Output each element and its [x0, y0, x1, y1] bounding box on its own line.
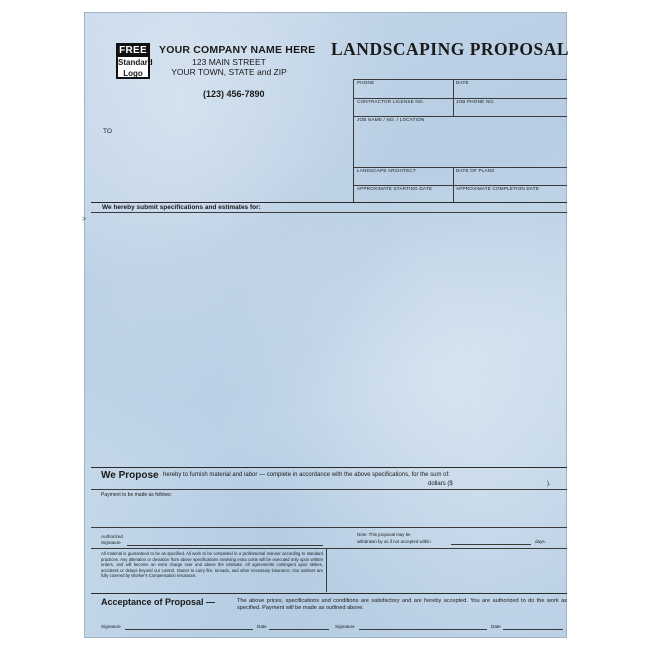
- field-column-divider: [353, 79, 354, 202]
- withdrawal-note: [357, 532, 431, 545]
- signature-label: Signature: [101, 540, 121, 545]
- second-signature-label: Signature: [335, 624, 355, 629]
- customer-signature-line[interactable]: [125, 629, 253, 630]
- section-divider: [91, 593, 567, 594]
- proposal-form: [82, 12, 570, 638]
- customer-signature-label: Signature: [101, 624, 121, 629]
- to-label: TO: [103, 128, 112, 135]
- acceptance-heading: Acceptance of Proposal —: [101, 597, 216, 607]
- specifications-area[interactable]: [91, 213, 561, 463]
- terms-fine-print: All material is guaranteed to be as specified. All work to be completed in a professional manner according to standard practices. Any alteration or deviation from above specifications involving extra costs will be executed only upon written orders, and will become an extra charge over and above the estimate. All agreements contingent upon strikes, accidents or delays beyond our control. Owner to carry fire, tornado, and other necessary insurance. Our workers are fully covered by Worker's Compensation Insurance.: [101, 551, 323, 579]
- acceptance-text: The above prices, specifications and conditions are satisfactory and are hereby accepted. You are authorized to do the work as specified. Payment will be made as outlined above.: [237, 598, 567, 612]
- specifications-heading: We hereby submit specifications and estimates for:: [102, 204, 261, 211]
- contractor-license-field[interactable]: CONTRACTOR LICENSE NO.: [357, 99, 425, 104]
- column-divider: [326, 548, 327, 592]
- section-divider: [91, 202, 567, 203]
- logo-line-1: Standard: [118, 58, 153, 67]
- days-label: days.: [535, 539, 546, 544]
- field-column-divider: [453, 79, 454, 116]
- dollars-label: dollars ($: [428, 481, 453, 487]
- job-phone-field[interactable]: JOB PHONE NO.: [456, 99, 495, 104]
- company-street: 123 MAIN STREET: [192, 57, 266, 67]
- phone-field[interactable]: PHONE: [357, 80, 375, 85]
- landscape-architect-field[interactable]: LANDSCAPE ARCHITECT: [357, 168, 416, 173]
- date-of-plans-field[interactable]: DATE OF PLANS: [456, 168, 495, 173]
- company-city: YOUR TOWN, STATE and ZIP: [171, 67, 287, 77]
- section-divider: [91, 548, 567, 549]
- logo-line-2: Logo: [123, 68, 143, 78]
- start-date-field[interactable]: APPROXIMATE STARTING DATE: [357, 186, 433, 191]
- days-line[interactable]: [451, 544, 531, 545]
- standard-logo: [116, 43, 153, 79]
- propose-heading: We Propose: [101, 470, 159, 481]
- second-date-label: Date: [491, 624, 501, 629]
- logo-free-label: FREE: [119, 45, 147, 56]
- page-title: LANDSCAPING PROPOSAL: [331, 39, 570, 59]
- propose-text: hereby to furnish material and labor — complete in accordance with the above specifications, for the sum of:: [163, 472, 450, 478]
- authorized-signature-line[interactable]: [127, 545, 323, 546]
- note-line-1: Note: This proposal may be: [357, 532, 411, 537]
- second-date-line[interactable]: [503, 629, 563, 630]
- customer-date-line[interactable]: [269, 629, 329, 630]
- amount-line: [91, 489, 567, 490]
- section-divider: [91, 527, 567, 528]
- company-phone: (123) 456-7890: [203, 89, 265, 99]
- field-column-divider: [453, 167, 454, 202]
- dollars-close: ).: [547, 481, 551, 487]
- note-line-2: withdrawn by us if not accepted within: [357, 538, 431, 544]
- payment-terms-label: Payment to be made as follows:: [101, 492, 172, 498]
- company-name: YOUR COMPANY NAME HERE: [159, 44, 316, 56]
- completion-date-field[interactable]: APPROXIMATE COMPLETION DATE: [456, 186, 540, 191]
- customer-date-label: Date: [257, 624, 267, 629]
- section-divider: [91, 467, 567, 468]
- arrow-mark: >: [82, 216, 87, 223]
- date-field[interactable]: DATE: [456, 80, 469, 85]
- second-signature-line[interactable]: [359, 629, 487, 630]
- job-name-field[interactable]: JOB NAME / NO. / LOCATION: [357, 117, 425, 122]
- authorized-label: Authorized: [101, 534, 123, 539]
